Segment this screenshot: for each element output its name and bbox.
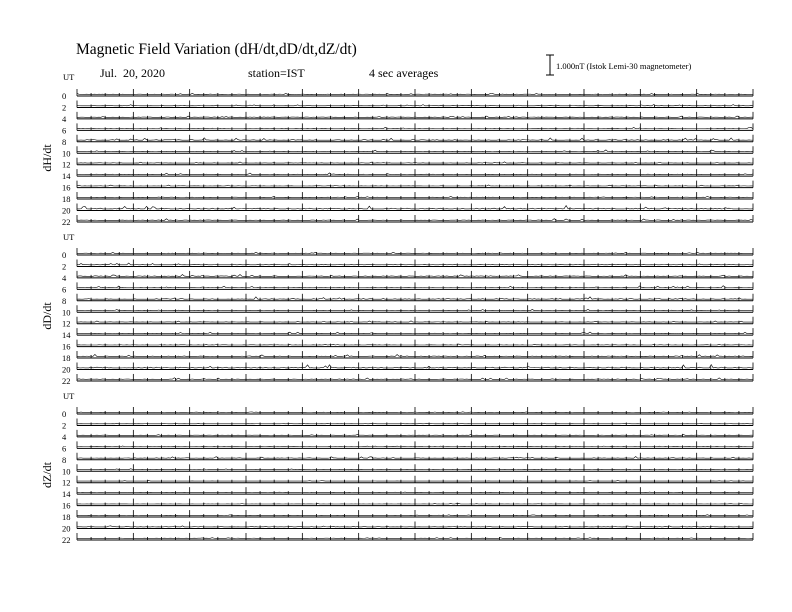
row-label: 4	[62, 113, 67, 124]
row-label: 8	[62, 136, 67, 147]
row-label: 20	[62, 205, 71, 216]
panel-dH-dt	[40, 72, 753, 227]
row-label: 16	[62, 500, 71, 511]
scale-label: 1.000nT (Istok Lemi-30 magnetometer)	[556, 61, 692, 71]
row-label: 12	[62, 159, 71, 170]
row-label: 6	[62, 443, 67, 454]
averaging-label: 4 sec averages	[369, 66, 439, 80]
row-label: 2	[62, 261, 67, 272]
ut-label: UT	[63, 391, 75, 401]
row-label: 10	[62, 466, 71, 477]
row-label: 8	[62, 454, 67, 465]
row-label: 12	[62, 318, 71, 329]
chart-title: Magnetic Field Variation (dH/dt,dD/dt,dZ/dt)	[76, 41, 357, 58]
row-label: 0	[62, 250, 67, 260]
date-label: Jul. 20, 2020	[100, 66, 166, 80]
row-label: 0	[62, 91, 67, 101]
row-label: 16	[62, 182, 71, 193]
row-label: 18	[62, 512, 71, 523]
row-label: 20	[62, 364, 71, 375]
row-label: 6	[62, 284, 67, 295]
row-label: 22	[62, 534, 71, 545]
row-label: 22	[62, 375, 71, 386]
scale-bar	[546, 55, 554, 75]
row-label: 22	[62, 216, 71, 227]
row-label: 10	[62, 307, 71, 318]
row-label: 12	[62, 477, 71, 488]
row-label: 14	[62, 330, 71, 341]
row-label: 10	[62, 148, 71, 159]
row-label: 6	[62, 125, 67, 136]
row-label: 14	[62, 489, 71, 500]
panels-group	[40, 72, 753, 545]
panel-dD-dt	[40, 232, 753, 386]
row-label: 4	[62, 431, 67, 442]
row-label: 18	[62, 194, 71, 205]
ut-label: UT	[63, 232, 75, 242]
panel-ylabel: dD/dt	[40, 302, 54, 330]
panel-ylabel: dZ/dt	[40, 462, 54, 488]
row-label: 4	[62, 272, 67, 283]
row-label: 2	[62, 420, 67, 431]
row-label: 2	[62, 102, 67, 113]
row-label: 14	[62, 171, 71, 182]
ut-label: UT	[63, 72, 75, 82]
panel-dZ-dt	[40, 391, 753, 545]
row-label: 0	[62, 409, 67, 419]
station-label: station=IST	[248, 66, 305, 80]
row-label: 16	[62, 341, 71, 352]
panel-ylabel: dH/dt	[40, 144, 54, 172]
row-label: 8	[62, 295, 67, 306]
row-label: 20	[62, 523, 71, 534]
row-label: 18	[62, 353, 71, 364]
